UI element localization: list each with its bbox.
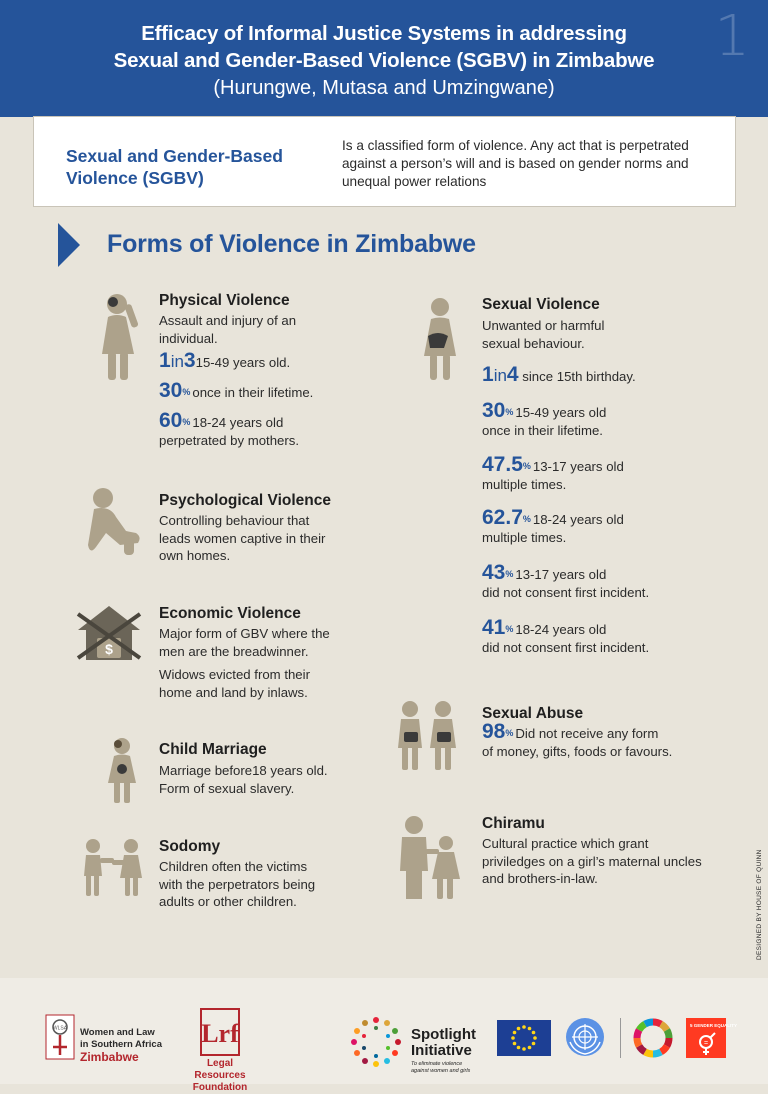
spotlight-line-1: Spotlight bbox=[411, 1026, 476, 1043]
stat-number: 47.5 bbox=[482, 453, 523, 476]
economic-violence-text-2: Widows evicted from their home and land by inlaws. bbox=[159, 667, 310, 700]
wlsa-line-3: Zimbabwe bbox=[80, 1050, 139, 1064]
stat-text-2: did not consent first incident. bbox=[482, 639, 650, 655]
footer bbox=[0, 964, 768, 1093]
spotlight-tagline bbox=[411, 1061, 470, 1075]
spotlight-tag-2: against women and girls bbox=[411, 1068, 471, 1074]
psychological-violence-icon bbox=[86, 487, 144, 559]
stat-text: 15-49 years old bbox=[515, 405, 607, 420]
economic-violence-icon bbox=[74, 602, 144, 664]
stat-number: 98 bbox=[482, 720, 506, 743]
spotlight-tag-1: To eliminate violence bbox=[411, 1061, 463, 1067]
physical-stat-1in3 bbox=[159, 349, 291, 372]
stat-text: 18-24 years old bbox=[192, 415, 284, 430]
sodomy-icon bbox=[80, 838, 146, 898]
logo-divider bbox=[620, 1018, 621, 1058]
stat-percent: % bbox=[182, 417, 191, 427]
stat-text-2: of money, gifts, foods or favours. bbox=[482, 743, 673, 759]
child-marriage-icon bbox=[105, 737, 139, 805]
definition-term: Sexual and Gender-Based Violence (SGBV) bbox=[66, 146, 283, 188]
stat-text: once in their lifetime. bbox=[192, 385, 314, 400]
stat-text-2: once in their lifetime. bbox=[482, 422, 603, 438]
stat-number: 43 bbox=[482, 561, 506, 584]
wlsa-badge-text: WLSA bbox=[52, 1025, 68, 1032]
physical-violence-title: Physical Violence bbox=[159, 292, 290, 309]
title-line-2: Sexual and Gender-Based Violence (SGBV) in Zimbabwe bbox=[113, 49, 655, 72]
stat-number: 4 bbox=[506, 363, 519, 386]
sexual-abuse-title: Sexual Abuse bbox=[482, 705, 584, 722]
economic-violence-title: Economic Violence bbox=[159, 605, 301, 622]
stat-number: 30 bbox=[482, 399, 506, 422]
header-banner bbox=[0, 0, 768, 117]
stat-in: in bbox=[170, 352, 184, 371]
stat-number: 41 bbox=[482, 616, 506, 639]
sexual-abuse-stat bbox=[482, 720, 742, 760]
sexual-violence-text: Unwanted or harmful sexual behaviour. bbox=[482, 318, 605, 351]
sexual-abuse-icon bbox=[395, 700, 461, 772]
physical-stat-30 bbox=[159, 379, 314, 402]
stat-text-2: multiple times. bbox=[482, 476, 567, 492]
psychological-violence-title: Psychological Violence bbox=[159, 492, 332, 509]
spotlight-name bbox=[411, 1027, 476, 1059]
stat-text: since 15th birthday. bbox=[522, 369, 636, 384]
page-number: 1 bbox=[714, 4, 750, 69]
sexual-violence-icon bbox=[420, 296, 460, 382]
stat-text-2: perpetrated by mothers. bbox=[159, 432, 300, 448]
sexual-violence-title: Sexual Violence bbox=[482, 296, 600, 313]
wlsa-logo bbox=[44, 1013, 76, 1061]
lrf-logo-text: Lrf bbox=[201, 1019, 239, 1048]
footer-logos bbox=[0, 978, 768, 1093]
sdg5-label: 5 GENDER EQUALITY bbox=[690, 1023, 738, 1028]
stat-percent: % bbox=[505, 569, 514, 579]
stat-percent: % bbox=[522, 514, 531, 524]
stat-text: 13-17 years old bbox=[532, 459, 624, 474]
psychological-violence-text: Controlling behaviour that leads women captive in their own homes. bbox=[159, 513, 326, 563]
designed-by-credit: DESIGNED BY HOUSE OF QUINN bbox=[756, 849, 763, 960]
stat-number: 30 bbox=[159, 379, 183, 402]
un-emblem-icon bbox=[564, 1016, 606, 1058]
section-arrow-icon bbox=[58, 223, 80, 267]
stat-text: 18-24 years old bbox=[532, 512, 624, 527]
section-title: Forms of Violence in Zimbabwe bbox=[107, 230, 476, 258]
chiramu-title: Chiramu bbox=[482, 815, 545, 832]
stat-percent: % bbox=[522, 461, 531, 471]
dollar-sign: $ bbox=[105, 641, 113, 657]
stat-percent: % bbox=[505, 407, 514, 417]
physical-violence-icon bbox=[96, 292, 142, 382]
stat-text: 15-49 years old. bbox=[195, 355, 291, 370]
subtitle: (Hurungwe, Mutasa and Umzingwane) bbox=[213, 77, 555, 99]
wlsa-line-2: in Southern Africa bbox=[80, 1039, 162, 1050]
stat-text: 13-17 years old bbox=[515, 567, 607, 582]
child-marriage-title: Child Marriage bbox=[159, 741, 267, 758]
stat-number: 60 bbox=[159, 409, 183, 432]
stat-text-2: did not consent first incident. bbox=[482, 584, 650, 600]
sexual-stat bbox=[482, 399, 702, 439]
sexual-stat bbox=[482, 561, 722, 601]
stat-percent: % bbox=[182, 387, 191, 397]
definition-box bbox=[33, 116, 736, 207]
stat-number: 62.7 bbox=[482, 506, 523, 529]
eu-flag-icon bbox=[497, 1020, 551, 1056]
child-marriage-text: Marriage before18 years old. Form of sexual slavery. bbox=[159, 763, 328, 796]
lrf-line-1: Legal Resources bbox=[194, 1058, 246, 1081]
definition-description: Is a classified form of violence. Any act that is perpetrated against a person’s will and is based on gender norms and unequal power relations bbox=[342, 138, 689, 189]
sodomy-text: Children often the victims with the perpetrators being adults or other children. bbox=[159, 859, 316, 909]
wlsa-line-1: Women and Law bbox=[80, 1027, 155, 1038]
spotlight-initiative-logo bbox=[348, 1014, 404, 1070]
stat-in: in bbox=[493, 366, 507, 385]
wlsa-name bbox=[80, 1027, 162, 1065]
sdg-wheel-icon bbox=[633, 1018, 673, 1058]
stat-number: 3 bbox=[183, 349, 196, 372]
sexual-stat bbox=[482, 506, 702, 546]
stat-text: 18-24 years old bbox=[515, 622, 607, 637]
sexual-stat bbox=[482, 453, 702, 493]
sodomy-title: Sodomy bbox=[159, 838, 221, 855]
spotlight-line-2: Initiative bbox=[411, 1042, 472, 1059]
lrf-line-2: Foundation bbox=[192, 1082, 248, 1093]
sdg5-gender-equality-icon bbox=[686, 1018, 738, 1058]
lrf-name bbox=[185, 1058, 255, 1094]
stat-percent: % bbox=[505, 624, 514, 634]
stat-text: Did not receive any form bbox=[515, 726, 659, 741]
sexual-stat bbox=[482, 616, 722, 656]
physical-violence-text: Assault and injury of an individual. bbox=[159, 313, 297, 346]
title-line-1: Efficacy of Informal Justice Systems in addressing bbox=[141, 22, 627, 45]
chiramu-text: Cultural practice which grant priviledges on a girl’s maternal uncles and brothers-in-law. bbox=[482, 836, 702, 886]
chiramu-icon bbox=[392, 815, 464, 901]
physical-stat-60 bbox=[159, 409, 359, 449]
lrf-logo bbox=[200, 1008, 240, 1056]
stat-number: 1 bbox=[482, 363, 494, 386]
economic-violence-text-1: Major form of GBV where the men are the breadwinner. bbox=[159, 626, 330, 659]
stat-number: 1 bbox=[159, 349, 171, 372]
sexual-stat-1in4 bbox=[482, 363, 636, 386]
svg-text:=: = bbox=[703, 1040, 709, 1047]
stat-percent: % bbox=[505, 728, 514, 738]
stat-text-2: multiple times. bbox=[482, 529, 567, 545]
